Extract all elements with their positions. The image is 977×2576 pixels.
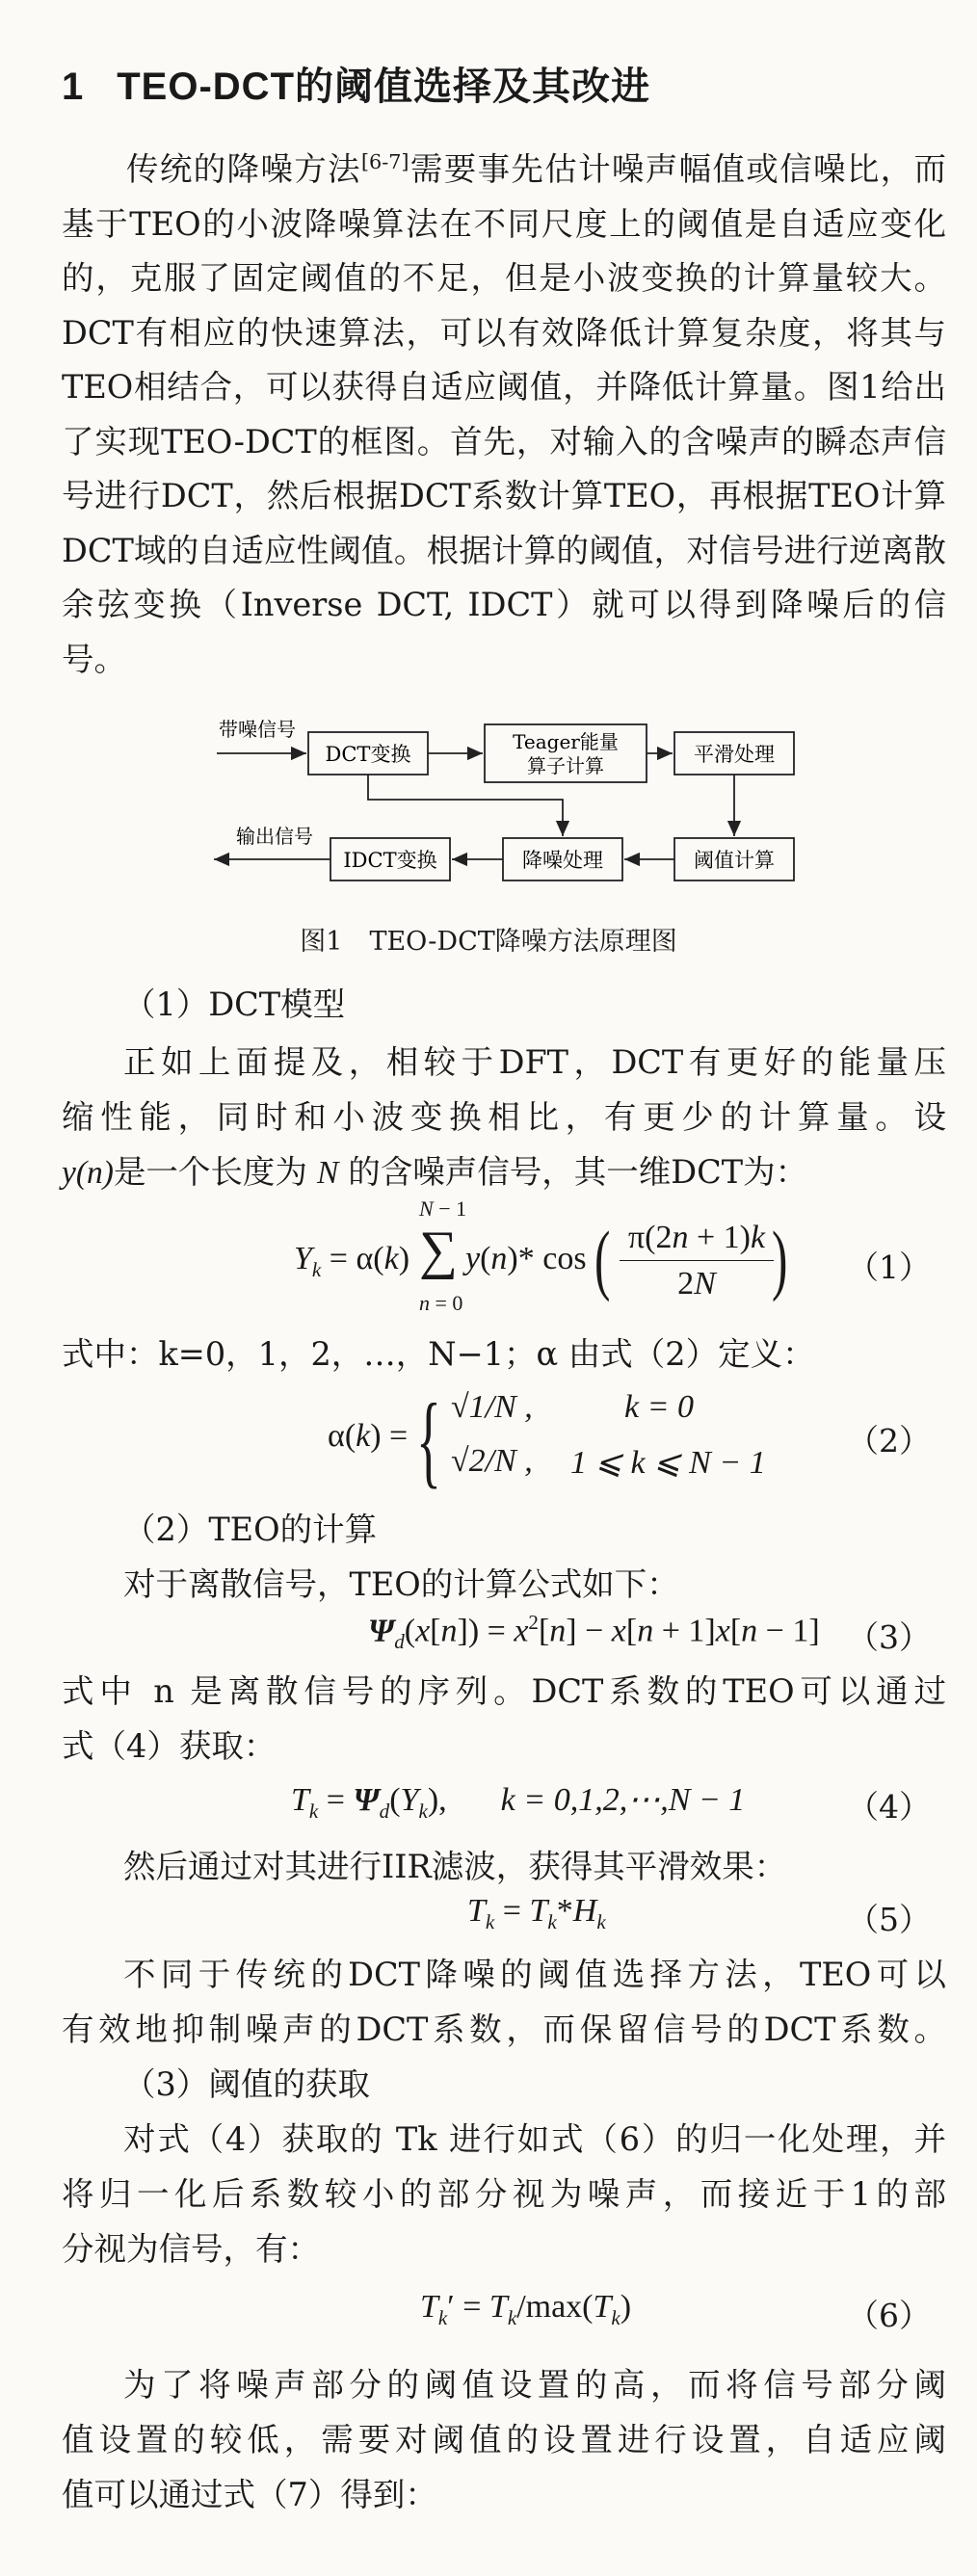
teager-label-1: Teager能量 [513,730,619,753]
block-diagram [0,703,977,896]
output-label: 输出信号 [236,825,313,848]
sub2-after-eq5-1: 不同于传统的DCT降噪的阈值选择方法，TEO可以 [123,1956,946,1993]
equation-5: $T_k = T_k*H_k$ [467,1893,606,1933]
figure-label: 图1 [300,927,343,957]
equation-4: $T_k = \Psi_d(Y_k)$, k = 0,1,2,⋯,N − 1 [291,1782,746,1823]
sub3-line-1: 对式（4）获取的 Tk 进行如式（6）的归一化处理，并 [123,2120,946,2158]
equation-3: $\Psi_d(x[n]) = x^2[n] - x[n + 1]x[n - 1]$ [368,1611,820,1654]
sub2-line-after-eq3-2: 式（4）获取： [62,1727,277,1765]
sub3-line-3: 分视为信号，有： [62,2230,320,2268]
citation: [6-7] [360,150,409,173]
section-heading [62,56,650,111]
denoise-label: 降噪处理 [522,849,603,872]
section-title: TEO-DCT的阈值选择及其改进 [117,66,651,108]
threshold-label: 阈值计算 [694,849,775,872]
eq5-number: （5） [847,1901,931,1938]
sub3-line-2: 将归一化后系数较小的部分视为噪声，而接近于1的部 [62,2175,946,2213]
sub3-after-eq6-2: 值设置的较低，需要对阈值的设置进行设置，自适应阈 [62,2421,946,2458]
eq1-number: （1） [847,1249,931,1286]
figure-title: TEO-DCT降噪方法原理图 [369,927,677,957]
eq6-number: （6） [847,2297,931,2334]
idct-label: IDCT变换 [343,849,437,872]
sub1-line-3: y(n)是一个长度为 N 的含噪声信号，其一维DCT为： [62,1153,808,1191]
eq3-number: （3） [847,1618,931,1656]
sub2-after-eq5-2: 有效地抑制噪声的DCT系数，而保留信号的DCT系数。 [62,2011,946,2048]
sub1-line-1: 正如上面提及，相较于DFT，DCT有更好的能量压 [123,1043,946,1081]
subsection-3-heading: （3）阈值的获取 [123,2065,370,2103]
figure-caption [0,920,977,958]
sub1-after-eq1: 式中：k=0，1，2，…，N−1；α 由式（2）定义： [62,1335,815,1373]
eq2-case1-cond: k = 0 [624,1389,695,1425]
eq2-case2-value: √2/N , [451,1443,533,1479]
eq2-number: （2） [847,1422,931,1459]
section-number: 1 [62,66,85,108]
eq2-case2-cond: 1 ⩽ k ⩽ N − 1 [570,1445,766,1481]
dct-to-denoise-arrow [368,775,563,836]
eq4-number: （4） [847,1788,931,1826]
sub3-after-eq6-3: 值可以通过式（7）得到： [62,2476,437,2513]
sub2-line-after-eq3-1: 式中 n 是离散信号的序列。DCT系数的TEO可以通过 [62,1672,946,1710]
intro-paragraph: 传统的降噪方法[6-7]需要事先估计噪声幅值或信噪比，而基于TEO的小波降噪算法在不同尺度上的阈值是自适应变化的，克服了固定阈值的不足，但是小波变换的计算量较大。DCT有相应的快速算法，可以有效降低计算复杂度，将其与TEO相结合，可以获得自适应阈值，并降低计算量。图1给出了实现TEO-DCT的框图。首先，对输入的含噪声的瞬态声信号进行DCT，然后根据DCT系数计算TEO，再根据TEO计算DCT域的自适应性阈值。根据计算的阈值，对信号进行逆离散余弦变换（Inverse DCT, IDCT）就可以得到降噪后的信号。 [62,150,947,678]
equation-6: $T_k' = T_k/\max(T_k)$ [420,2289,632,2329]
subsection-2-heading: （2）TEO的计算 [123,1511,378,1548]
dct-label: DCT变换 [325,743,411,766]
input-label: 带噪信号 [219,718,296,741]
sub2-intro: 对于离散信号，TEO的计算公式如下： [123,1565,679,1603]
subsection-1-heading: （1）DCT模型 [123,986,346,1023]
equation-1: $Y_k = \alpha(k)$ ∑ N − 1 n = 0 y(n)* cos ( π(2n + 1)k 2N ) [294,1196,788,1315]
eq2-case1-value: √1/N , [451,1389,533,1425]
sub1-line-2: 缩性能，同时和小波变换相比，有更少的计算量。设 [62,1098,946,1136]
sub3-after-eq6-1: 为了将噪声部分的阈值设置的高，而将信号部分阈 [123,2366,946,2404]
smooth-label: 平滑处理 [694,743,775,766]
sub2-after-eq4: 然后通过对其进行IIR滤波，获得其平滑效果： [123,1848,787,1885]
teager-label-2: 算子计算 [527,754,604,777]
eq4-range: k = 0,1,2,⋯,N − 1 [500,1782,746,1818]
equation-2: α(k) = { √1/N , k = 0 √2/N , 1 ⩽ k ⩽ N − 1 [328,1383,766,1498]
